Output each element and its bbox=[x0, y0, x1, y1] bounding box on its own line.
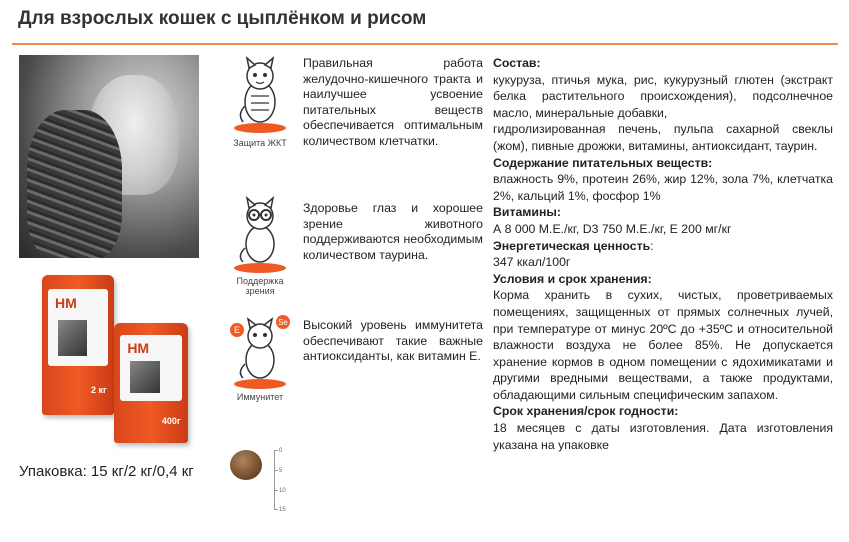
vitamin-e-badge: Е bbox=[233, 325, 241, 335]
packaging-sizes: Упаковка: 15 кг/2 кг/0,4 кг bbox=[19, 463, 194, 480]
feature-vision: Здоровье глаз и хорошее зрение животного поддерживаются необходимым количеством таурина. bbox=[303, 201, 483, 262]
nutrients-text: влажность 9%, протеин 26%, жир 12%, зола 7%, клетчатка 2%, кальций 1%, фосфор 1% bbox=[493, 172, 833, 203]
ruler-tick-label: 0 bbox=[279, 448, 283, 454]
size-ruler bbox=[270, 450, 290, 512]
storage-text: Корма хранить в сухих, чистых, проветриваемых помещениях, защищенных от прямых солнечных лучей, при температуре от минус 20ºС до +35ºС и относительной влажности воздуха не более 85%. Не допускается хранение кормов в одном помещении с ядохимикатами и другими вредными веществами, а также продуктами, обладающими сильным специфическим запахом. bbox=[493, 288, 833, 402]
vitamins-heading: Витамины: bbox=[493, 205, 561, 220]
gi-protection-block bbox=[225, 56, 295, 156]
composition-text-2: гидролизированная печень, пульпа сахарной свеклы (жом), пивные дрожжи, витамины, антиоксидант, таурин. bbox=[493, 122, 833, 153]
bag-small-weight: 400г bbox=[161, 416, 181, 427]
ruler-tick-label: 15 bbox=[279, 507, 286, 513]
kibble-image bbox=[230, 450, 262, 480]
vision-support-block bbox=[225, 196, 295, 296]
selenium-badge: Se bbox=[278, 318, 288, 327]
shelf-life-heading: Срок хранения/срок годности: bbox=[493, 404, 679, 419]
shelf-life-text: 18 месяцев с даты изготовления. Дата изготовления указана на упаковке bbox=[493, 421, 833, 452]
composition-section bbox=[493, 55, 833, 453]
composition-text-1: кукуруза, птичья мука, рис, кукурузный глютен (экстракт белка растительного происхождения), подсолнечное масло, минеральные добавки, bbox=[493, 72, 833, 120]
vitamins-text: А 8 000 М.Е./кг, D3 750 М.Е./кг, Е 200 мг/кг bbox=[493, 221, 732, 236]
vision-support-caption: Поддержка зрения bbox=[236, 276, 284, 296]
man-with-cat-photo bbox=[19, 55, 199, 258]
bag-large-weight: 2 кг bbox=[91, 385, 107, 396]
energy-text: 347 ккал/100г bbox=[493, 255, 571, 270]
ruler-tick-label: 5 bbox=[279, 468, 283, 474]
storage-heading: Условия и срок хранения: bbox=[493, 271, 652, 286]
composition-heading: Состав: bbox=[493, 56, 541, 70]
cat-glasses-icon bbox=[225, 196, 295, 276]
cat-tummy-icon bbox=[225, 56, 295, 136]
feature-immunity: Высокий уровень иммунитета обеспечивают такие важные антиоксиданты, как витамин Е. bbox=[303, 318, 483, 363]
title-divider bbox=[12, 43, 838, 45]
immunity-block bbox=[225, 312, 295, 412]
nutrients-heading: Содержание питательных веществ: bbox=[493, 155, 713, 170]
bag-small bbox=[114, 323, 188, 443]
bag-small-logo: НМ bbox=[127, 339, 150, 356]
page-title: Для взрослых кошек с цыплёнком и рисом bbox=[18, 8, 427, 29]
immunity-caption: Иммунитет bbox=[236, 392, 284, 402]
ruler-tick-label: 10 bbox=[279, 488, 286, 494]
bag-large bbox=[42, 275, 114, 415]
cat-figure bbox=[27, 110, 122, 258]
gi-protection-caption: Защита ЖКТ bbox=[233, 138, 287, 148]
feature-gi: Правильная работа желудочно-кишечного тракта и наилучшее усвоение питательных веществ обеспечивается оптимальным количеством клетчатки. bbox=[303, 56, 483, 148]
bag-large-logo: НМ bbox=[54, 294, 77, 311]
cat-immunity-icon bbox=[225, 312, 295, 392]
energy-heading: Энергетическая ценность: bbox=[493, 238, 654, 253]
product-bags-image bbox=[32, 275, 202, 445]
